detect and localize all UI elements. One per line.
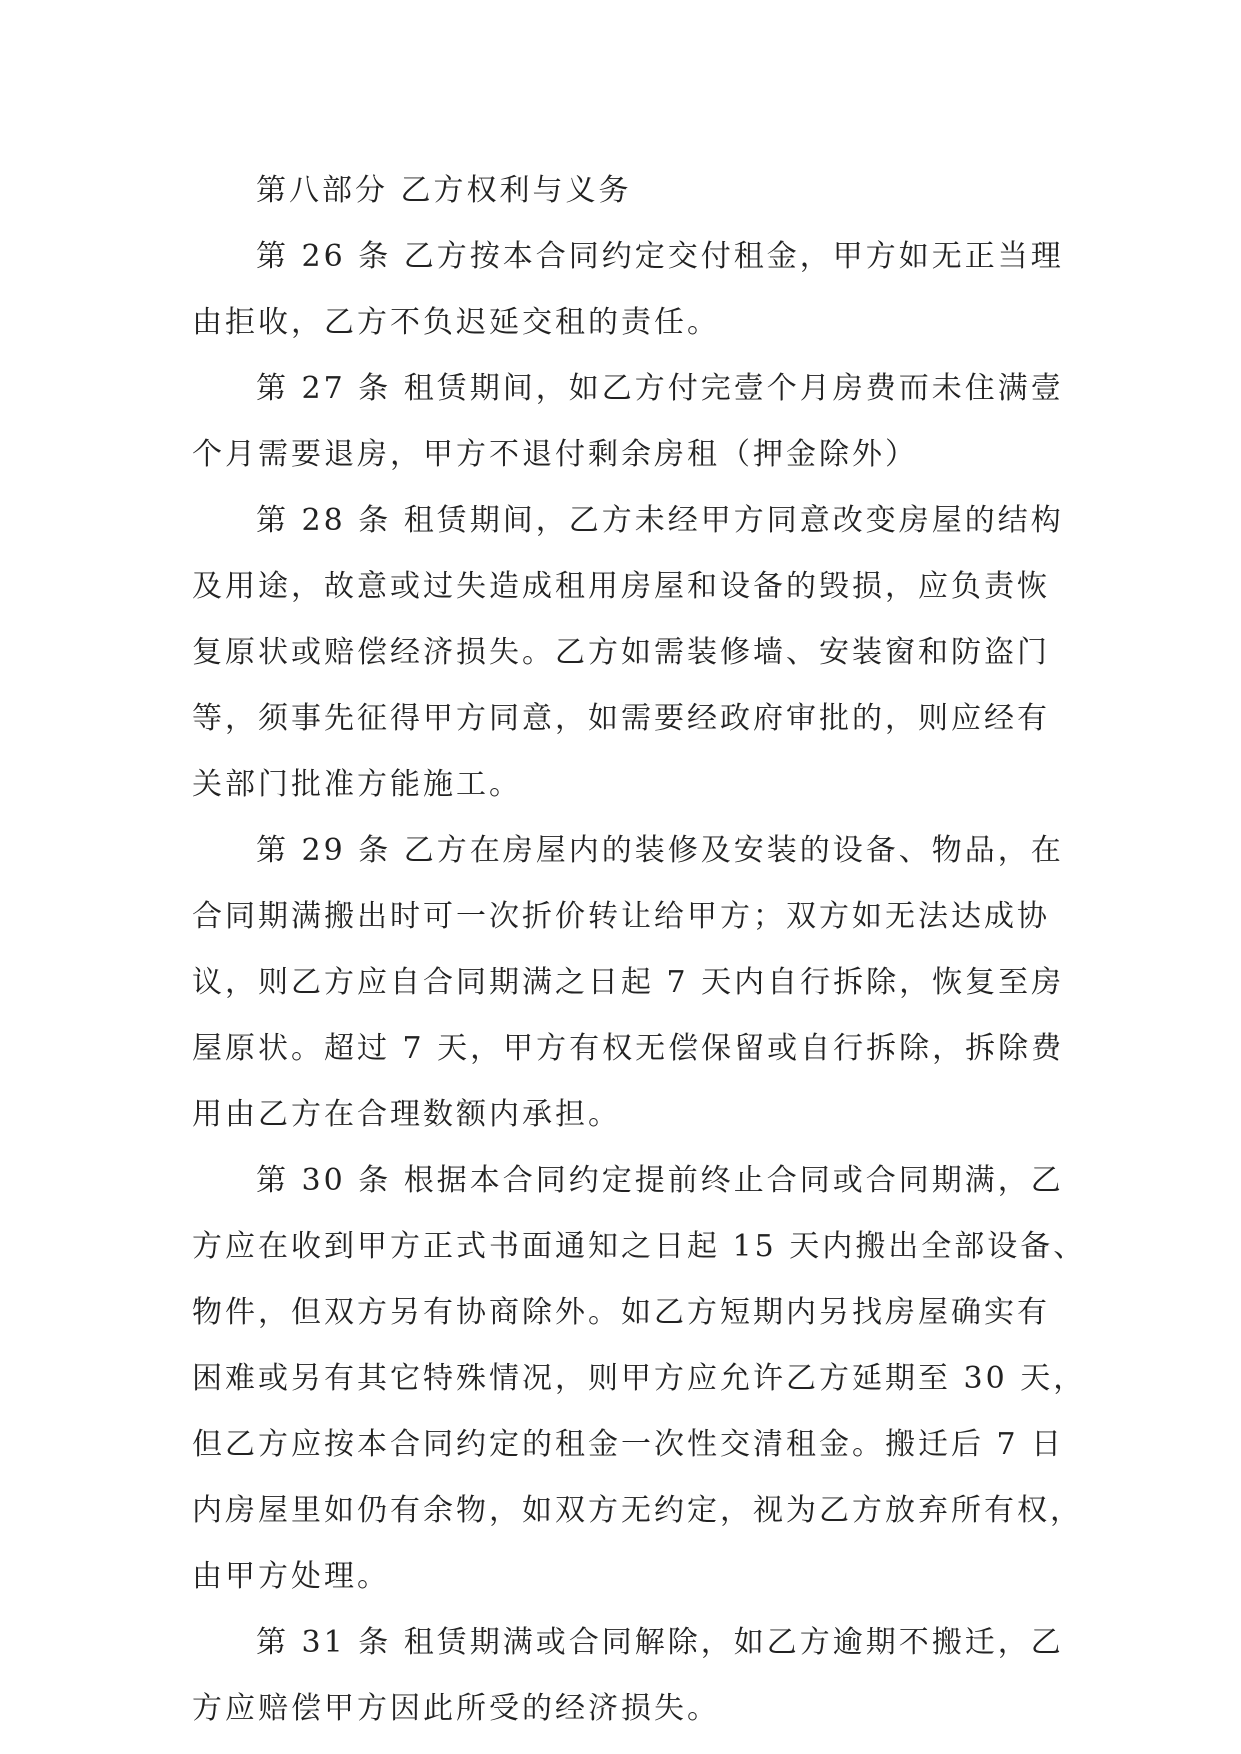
article-30-line-2: 方应在收到甲方正式书面通知之日起 15 天内搬出全部设备、 — [192, 1229, 1087, 1264]
article-26-line-1: 第 26 条 乙方按本合同约定交付租金，甲方如无正当理 — [256, 239, 1064, 274]
article-31-line-1: 第 31 条 租赁期满或合同解除，如乙方逾期不搬迁，乙 — [256, 1625, 1064, 1660]
article-30-line-7: 由甲方处理。 — [192, 1559, 390, 1594]
article-30-line-1: 第 30 条 根据本合同约定提前终止合同或合同期满，乙 — [256, 1163, 1064, 1198]
article-27-line-2: 个月需要退房，甲方不退付剩余房租（押金除外） — [192, 437, 918, 472]
article-31-line-2: 方应赔偿甲方因此所受的经济损失。 — [192, 1691, 720, 1726]
article-29-line-1: 第 29 条 乙方在房屋内的装修及安装的设备、物品，在 — [256, 833, 1064, 868]
article-28-line-2: 及用途，故意或过失造成租用房屋和设备的毁损，应负责恢 — [192, 569, 1050, 604]
article-28-line-1: 第 28 条 租赁期间，乙方未经甲方同意改变房屋的结构 — [256, 503, 1064, 538]
article-29-line-5: 用由乙方在合理数额内承担。 — [192, 1097, 621, 1132]
article-30-line-3: 物件，但双方另有协商除外。如乙方短期内另找房屋确实有 — [192, 1295, 1050, 1330]
section-heading: 第八部分 乙方权利与义务 — [256, 173, 632, 208]
article-28-line-5: 关部门批准方能施工。 — [192, 767, 522, 802]
article-29-line-3: 议，则乙方应自合同期满之日起 7 天内自行拆除，恢复至房 — [192, 965, 1065, 1000]
article-28-line-4: 等，须事先征得甲方同意，如需要经政府审批的，则应经有 — [192, 701, 1050, 736]
article-28-line-3: 复原状或赔偿经济损失。乙方如需装修墙、安装窗和防盗门 — [192, 635, 1050, 670]
article-29-line-2: 合同期满搬出时可一次折价转让给甲方；双方如无法达成协 — [192, 899, 1050, 934]
article-26-line-2: 由拒收，乙方不负迟延交租的责任。 — [192, 305, 720, 340]
article-27-line-1: 第 27 条 租赁期间，如乙方付完壹个月房费而未住满壹 — [256, 371, 1064, 406]
article-29-line-4: 屋原状。超过 7 天，甲方有权无偿保留或自行拆除，拆除费 — [192, 1031, 1065, 1066]
article-30-line-4: 困难或另有其它特殊情况，则甲方应允许乙方延期至 30 天， — [192, 1361, 1087, 1396]
article-30-line-6: 内房屋里如仍有余物，如双方无约定，视为乙方放弃所有权， — [192, 1493, 1083, 1528]
article-30-line-5: 但乙方应按本合同约定的租金一次性交清租金。搬迁后 7 日 — [192, 1427, 1065, 1462]
document-body — [192, 158, 1087, 1742]
